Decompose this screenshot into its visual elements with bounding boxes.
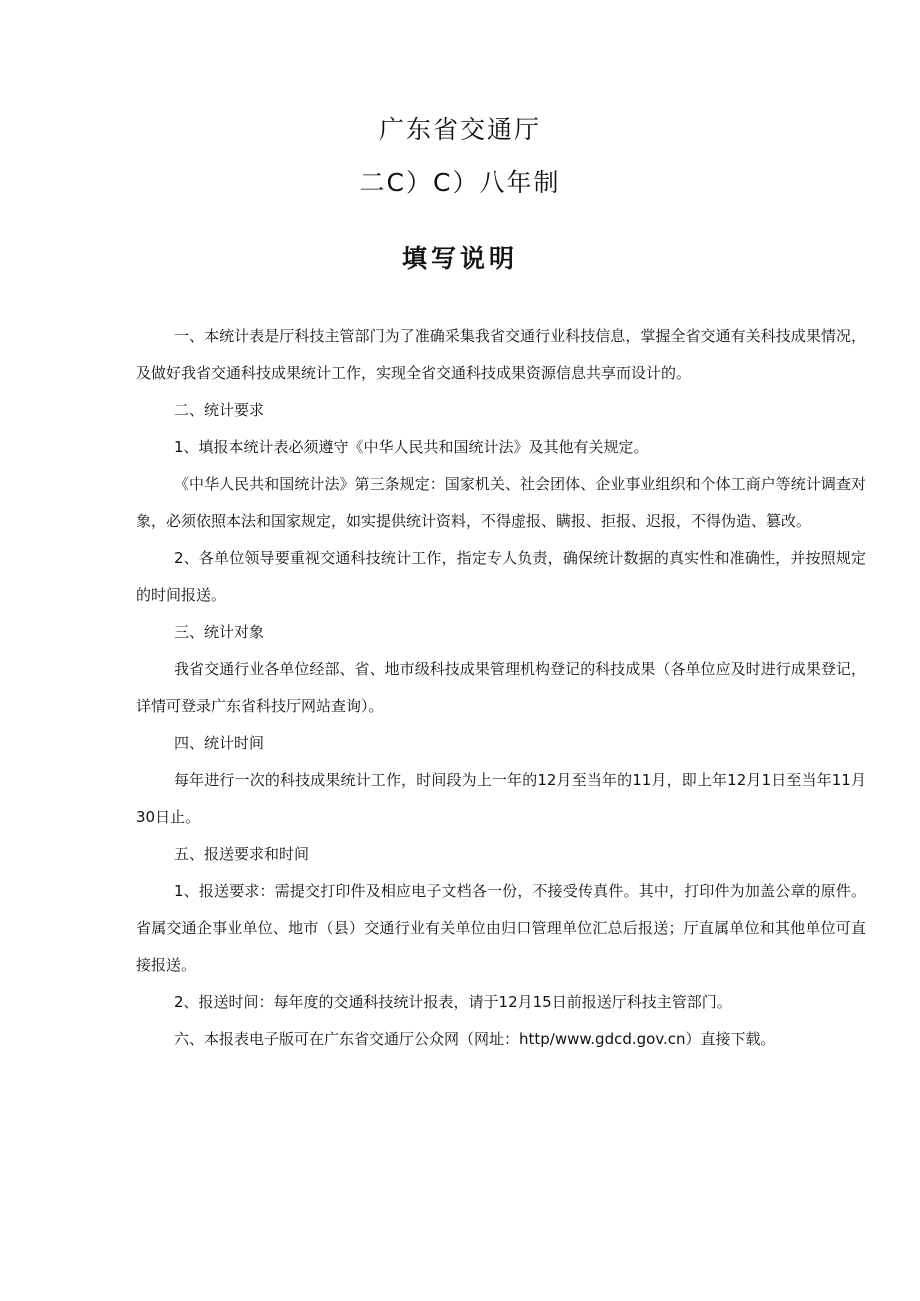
paragraph-purpose: 一、本统计表是厅科技主管部门为了准确采集我省交通行业科技信息，掌握全省交通有关科技成果情况，及做好我省交通科技成果统计工作，实现全省交通科技成果资源信息共享而设计的。 [136, 327, 866, 382]
paragraph-statistics-law-quote: 《中华人民共和国统计法》第三条规定：国家机关、社会团体、企业事业组织和个体工商户等统计调查对象，必须依照本法和国家规定，如实提供统计资料，不得虚报、瞒报、拒报、迟报，不得伪造、篡改。 [136, 475, 866, 530]
section-heading-submission: 五、报送要求和时间 [174, 845, 310, 863]
year-line: 二C）C）八年制 [359, 168, 561, 197]
doc-title: 填写说明 [401, 244, 518, 273]
paragraph-objects: 我省交通行业各单位经部、省、地市级科技成果管理机构登记的科技成果（各单位应及时进行成果登记，详情可登录广东省科技厅网站查询）。 [136, 660, 866, 715]
paragraph-submission-requirements: 1、报送要求：需提交打印件及相应电子文档各一份，不接受传真件。其中，打印件为加盖公章的原件。省属交通企事业单位、地市（县）交通行业有关单位由归口管理单位汇总后报送；厅直属单位和其他单位可直接报送。 [136, 882, 866, 974]
paragraph-submission-time: 2、报送时间：每年度的交通科技统计报表，请于12月15日前报送厅科技主管部门。 [174, 993, 732, 1011]
section-heading-time: 四、统计时间 [174, 734, 265, 752]
paragraph-requirement-1: 1、填报本统计表必须遵守《中华人民共和国统计法》及其他有关规定。 [174, 438, 649, 456]
section-heading-objects: 三、统计对象 [174, 623, 265, 641]
org-name: 广东省交通厅 [378, 115, 541, 144]
paragraph-requirement-2: 2、各单位领导要重视交通科技统计工作，指定专人负责，确保统计数据的真实性和准确性，并按照规定的时间报送。 [136, 549, 866, 604]
paragraph-time: 每年进行一次的科技成果统计工作，时间段为上一年的12月至当年的11月，即上年12月1日至当年11月30日止。 [136, 771, 866, 826]
instructions-body [136, 318, 866, 1058]
section-heading-requirements: 二、统计要求 [174, 401, 265, 419]
paragraph-download: 六、本报表电子版可在广东省交通厅公众网（网址：http∕www.gdcd.gov.cn）直接下载。 [174, 1030, 776, 1048]
